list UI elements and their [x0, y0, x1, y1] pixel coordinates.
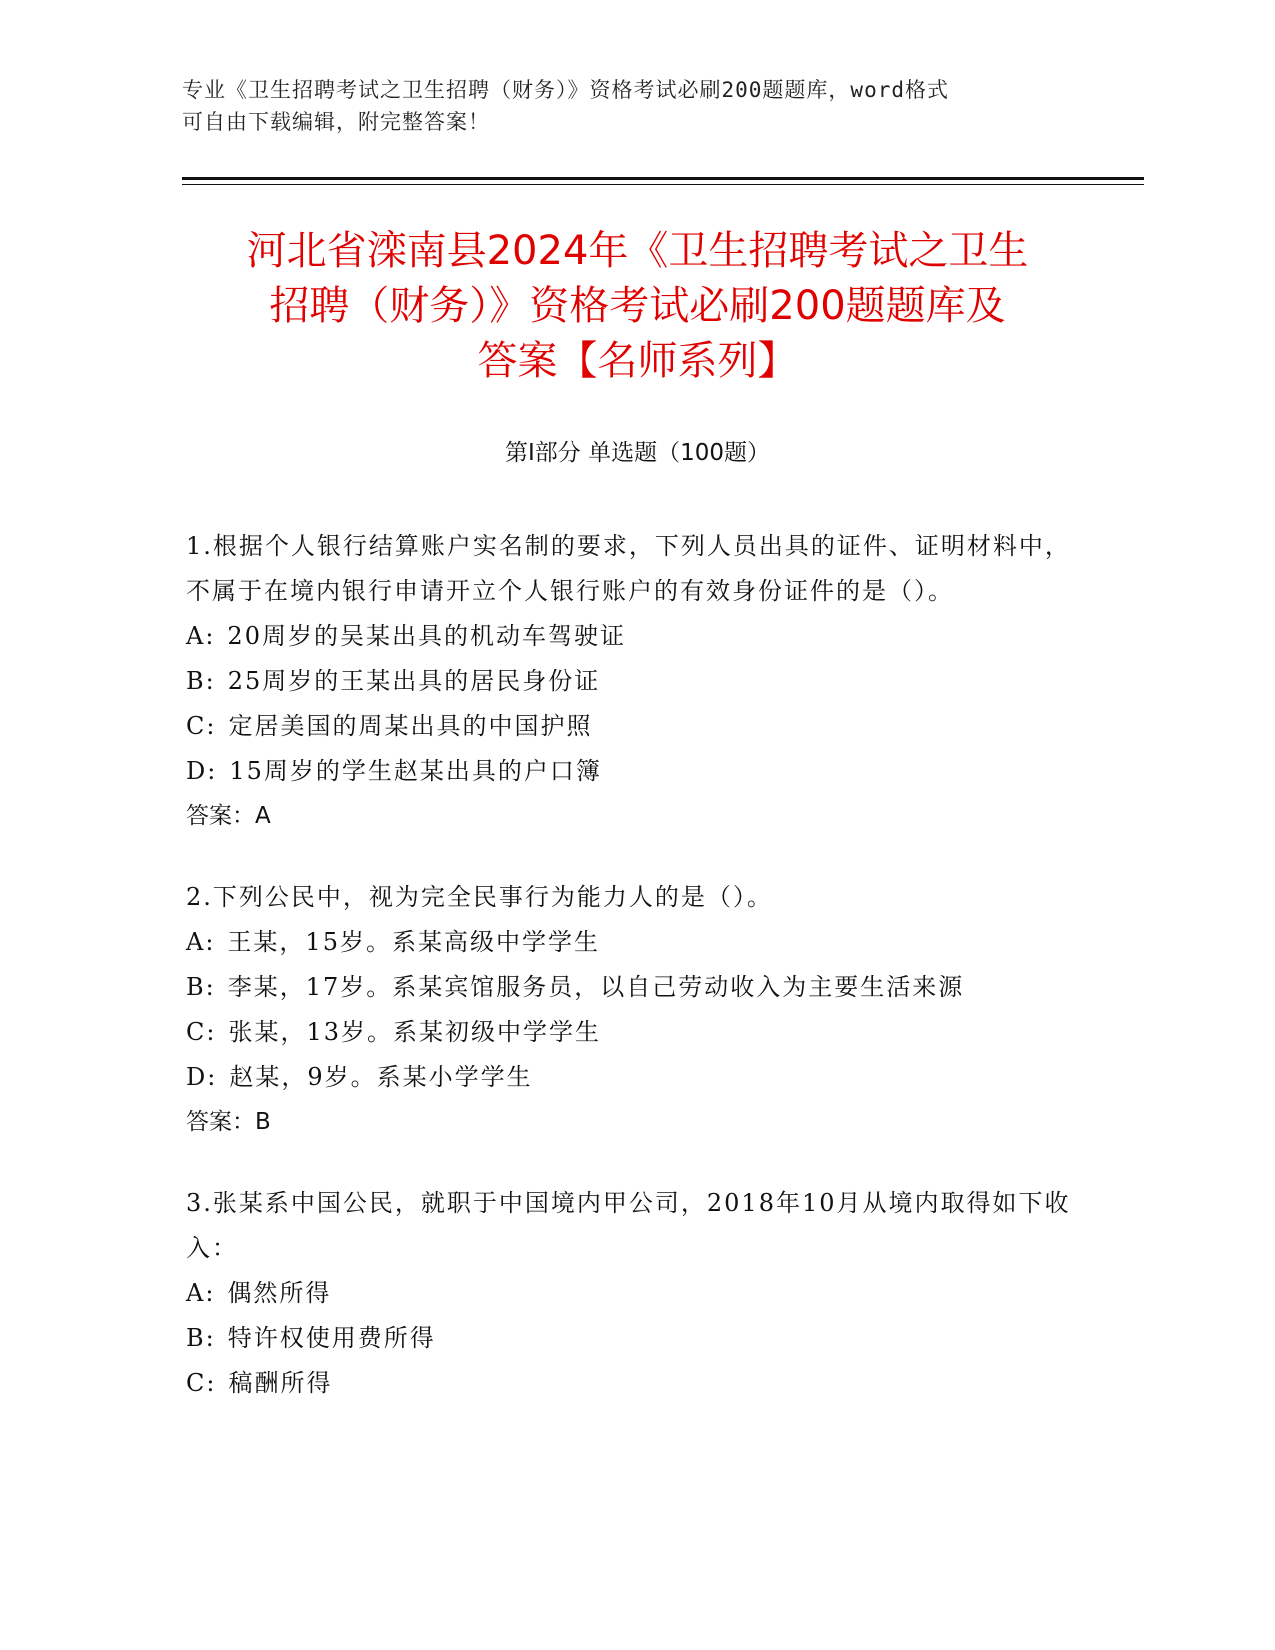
- option-text: 张某，13岁。系某初级中学学生: [228, 1018, 601, 1046]
- option-b: [186, 965, 1086, 1010]
- option-text: 25周岁的王某出具的居民身份证: [227, 667, 601, 695]
- option-text: 偶然所得: [227, 1279, 332, 1307]
- option-letter: C:: [186, 1369, 217, 1397]
- option-b: [186, 1316, 1086, 1361]
- question-2: [186, 875, 1086, 1145]
- option-a: [186, 1271, 1086, 1316]
- option-a: [186, 614, 1086, 659]
- option-b: [186, 659, 1086, 704]
- question-list: [186, 524, 1086, 1442]
- option-d: [186, 1055, 1086, 1100]
- option-d: [186, 749, 1086, 794]
- document-title: [160, 224, 1115, 389]
- option-text: 15周岁的学生赵某出具的户口簿: [229, 757, 602, 785]
- question-stem: 1.根据个人银行结算账户实名制的要求，下列人员出具的证件、证明材料中，不属于在境内银行申请开立个人银行账户的有效身份证件的是（）。: [186, 532, 1071, 605]
- option-c: [186, 1361, 1086, 1406]
- option-letter: D:: [186, 1063, 218, 1091]
- document-title-line-3: 答案【名师系列】: [477, 338, 798, 384]
- header-note: [182, 74, 1062, 138]
- option-a: [186, 920, 1086, 965]
- option-text: 赵某，9岁。系某小学学生: [229, 1063, 533, 1091]
- header-note-line-2: 可自由下载编辑，附完整答案！: [182, 110, 490, 134]
- header-divider-thick: [182, 177, 1144, 180]
- section-heading: 第Ⅰ部分 单选题（100题）: [505, 440, 770, 466]
- answer-line: 答案：A: [186, 803, 271, 829]
- option-letter: B:: [186, 973, 216, 1001]
- option-letter: D:: [186, 757, 218, 785]
- header-note-line-1: 专业《卫生招聘考试之卫生招聘（财务）》资格考试必刷200题题库，word格式: [182, 78, 949, 102]
- question-3: [186, 1181, 1086, 1406]
- option-letter: B:: [186, 667, 216, 695]
- option-text: 特许权使用费所得: [227, 1324, 436, 1352]
- header-divider-thin: [182, 184, 1144, 185]
- option-text: 王某，15岁。系某高级中学学生: [227, 928, 600, 956]
- document-title-line-1: 河北省滦南县2024年《卫生招聘考试之卫生: [246, 228, 1029, 274]
- option-c: [186, 1010, 1086, 1055]
- option-text: 稿酬所得: [228, 1369, 333, 1397]
- option-letter: A:: [186, 622, 216, 650]
- option-letter: A:: [186, 1279, 216, 1307]
- question-1: [186, 524, 1086, 839]
- option-c: [186, 704, 1086, 749]
- option-letter: A:: [186, 928, 216, 956]
- question-stem: 3.张某系中国公民，就职于中国境内甲公司，2018年10月从境内取得如下收入：: [186, 1189, 1071, 1262]
- option-letter: B:: [186, 1324, 216, 1352]
- option-letter: C:: [186, 1018, 217, 1046]
- option-text: 定居美国的周某出具的中国护照: [228, 712, 593, 740]
- answer-line: 答案：B: [186, 1109, 271, 1135]
- question-stem: 2.下列公民中，视为完全民事行为能力人的是（）。: [186, 883, 773, 911]
- option-text: 20周岁的吴某出具的机动车驾驶证: [227, 622, 626, 650]
- document-title-line-2: 招聘（财务）》资格考试必刷200题题库及: [269, 283, 1006, 329]
- option-text: 李某，17岁。系某宾馆服务员，以自己劳动收入为主要生活来源: [227, 973, 965, 1001]
- option-letter: C:: [186, 712, 217, 740]
